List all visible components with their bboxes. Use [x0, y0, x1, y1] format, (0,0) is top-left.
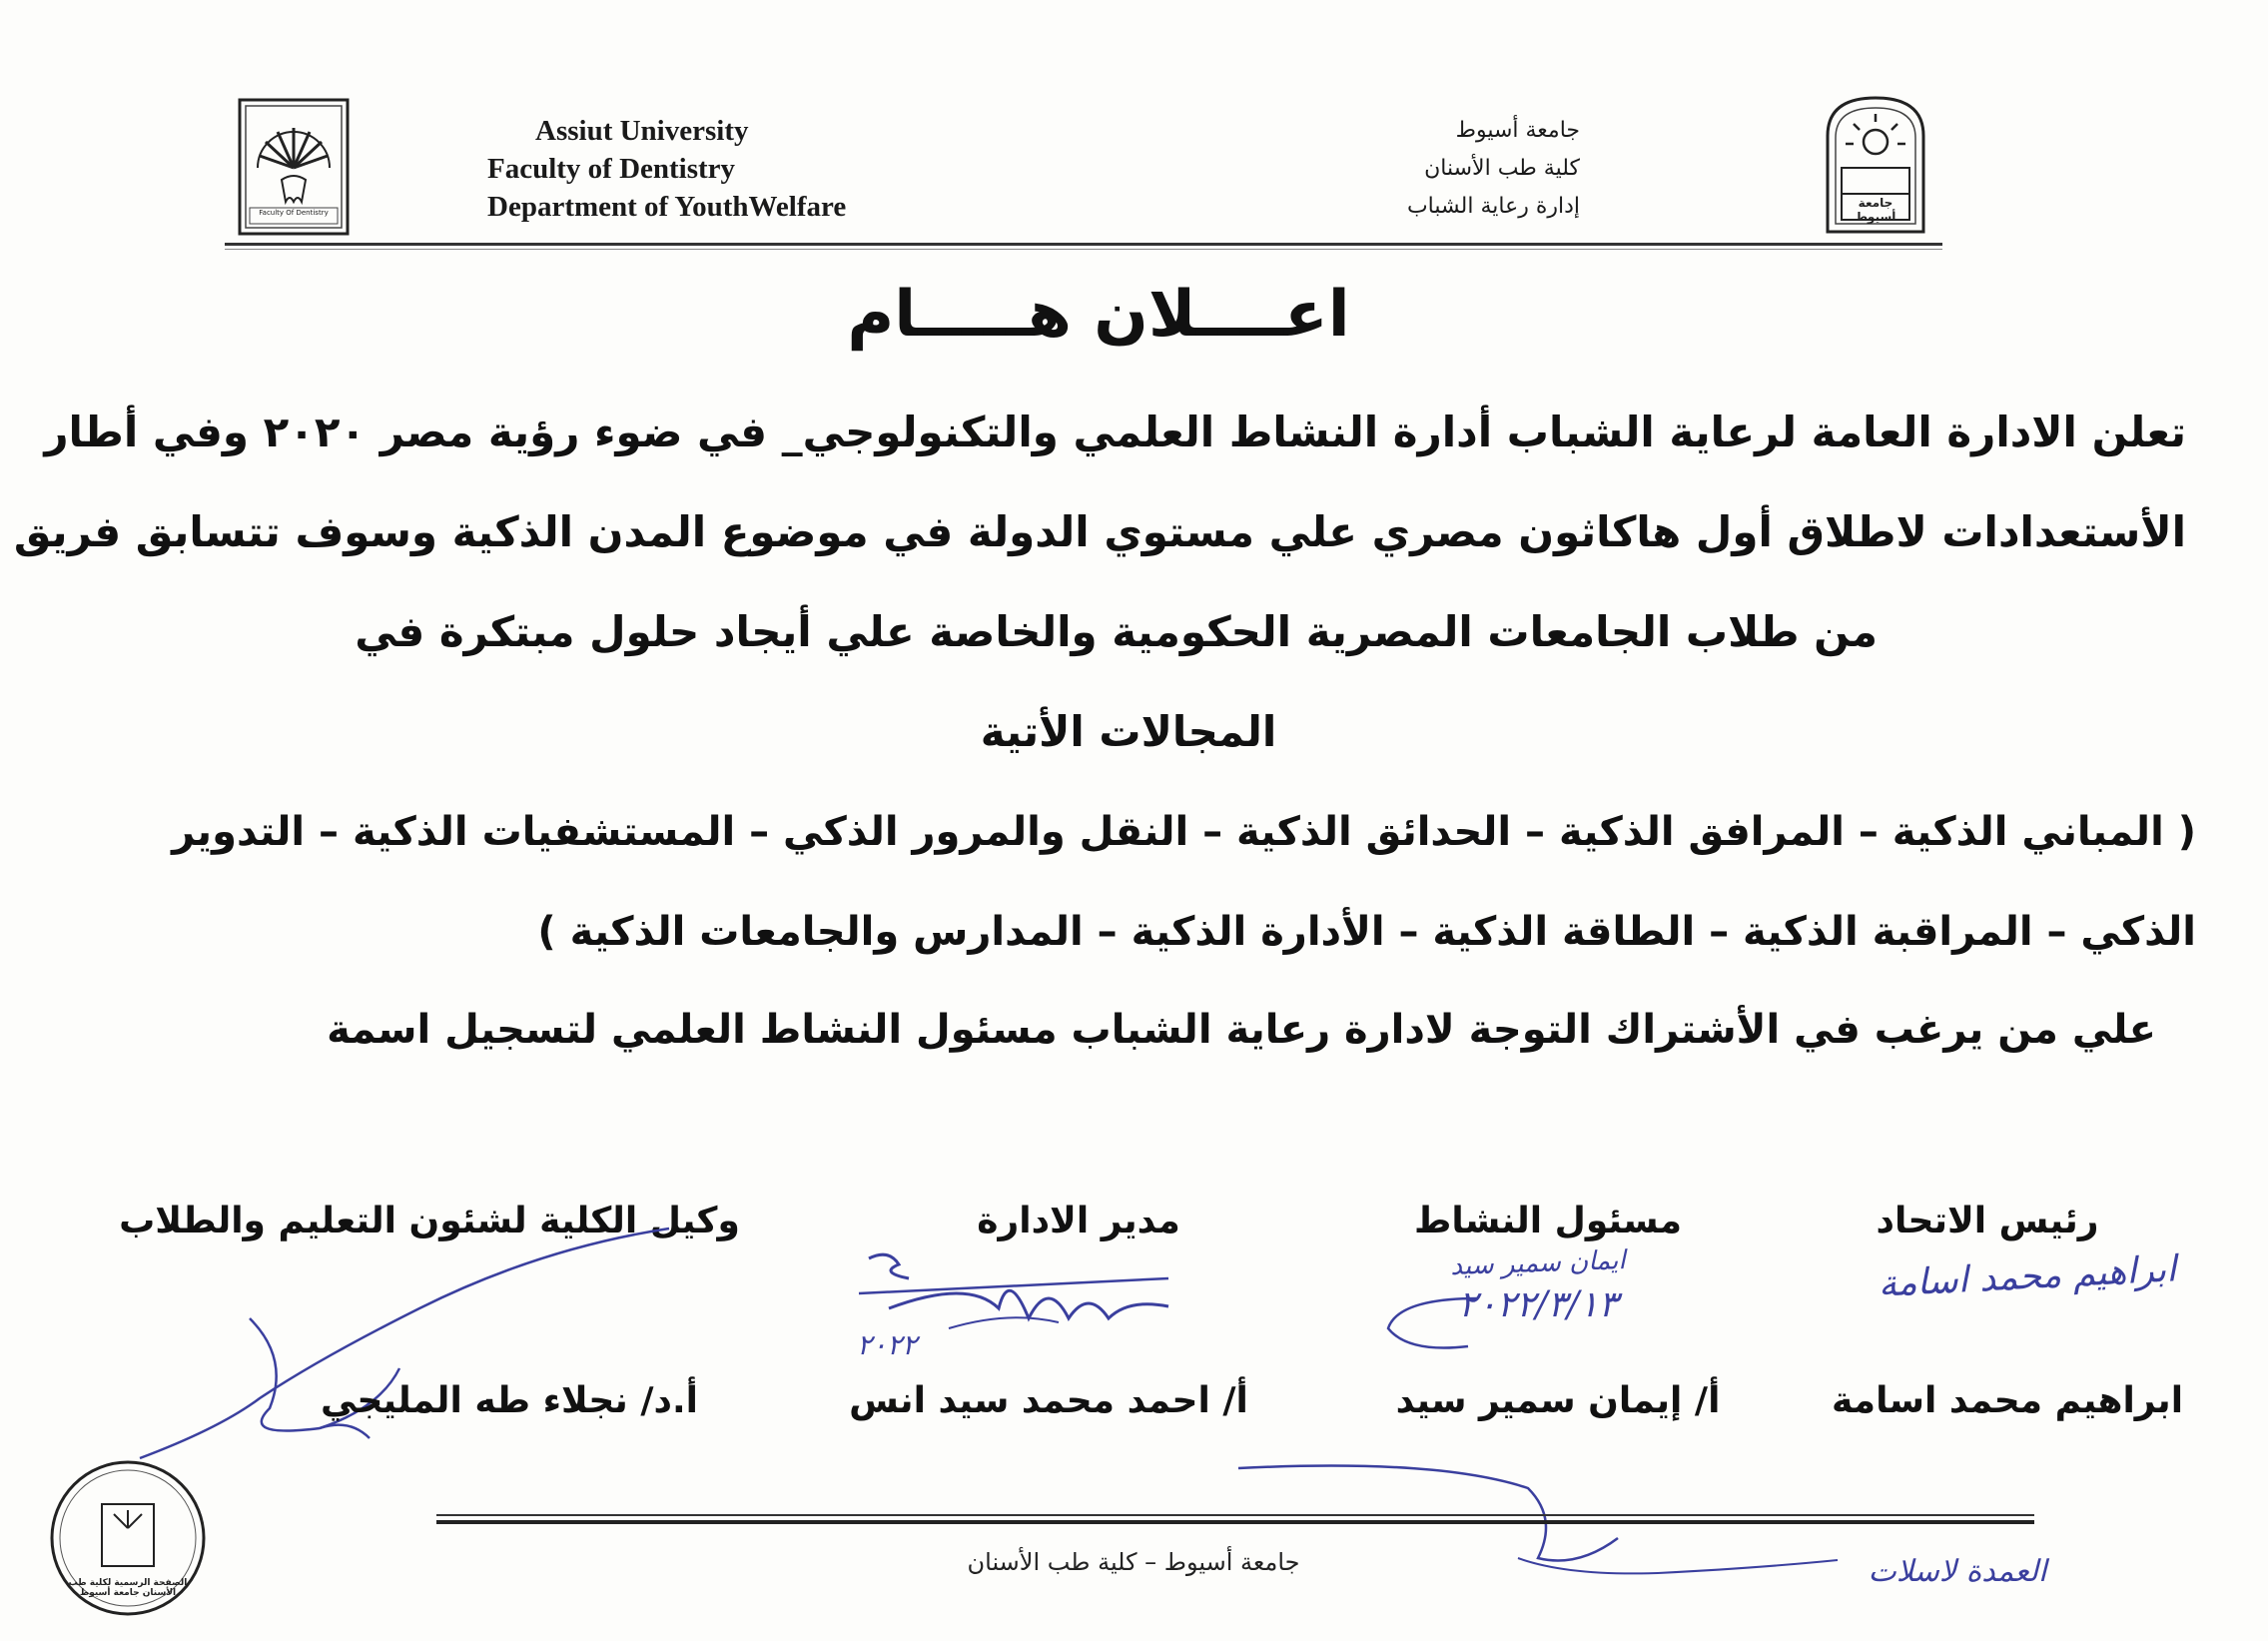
body-line-3: من طلاب الجامعات المصرية الحكومية والخاصة علي أيجاد حلول مبتكرة في: [355, 607, 1878, 656]
body-line-6: الذكي – المراقبة الذكية – الطاقة الذكية – الأدارة الذكية – المدارس والجامعات الذكية ): [537, 909, 2196, 955]
faculty-logo-caption: Faculty Of Dentistry: [259, 209, 329, 217]
header-ar-faculty: كلية طب الأسنان: [1424, 156, 1580, 181]
faculty-logo: [238, 98, 350, 236]
header-rule-thin: [225, 249, 1942, 250]
header-en-department: Department of YouthWelfare: [487, 191, 847, 223]
signature-vice-dean-scribble: [120, 1219, 679, 1478]
signature-title-union-president: رئيس الاتحاد: [1876, 1201, 2099, 1241]
signature-name-department-director: أ/ احمد محمد سيد انس: [849, 1380, 1248, 1421]
signature-union-president-handwriting: ابراهيم محمد اسامة: [1877, 1248, 2178, 1305]
signature-name-vice-dean: أ.د/ نجلاء طه المليجي: [321, 1380, 698, 1421]
signature-title-department-director: مدير الادارة: [977, 1201, 1180, 1241]
university-logo: [1822, 92, 1929, 238]
official-stamp-text: الصفحة الرسمية لكلية طب الأسنان جامعة أسيوط: [68, 1578, 188, 1598]
body-line-7: علي من يرغب في الأشتراك التوجة لادارة رعاية الشباب مسئول النشاط العلمي لتسجيل اسمة: [327, 1007, 2156, 1053]
footer-rule-top: [436, 1514, 2034, 1516]
header-en-university: Assiut University: [535, 115, 749, 147]
university-logo-caption: جامعة أسيوط: [1855, 196, 1896, 224]
signature-name-activity-officer: أ/ إيمان سمير سيد: [1395, 1380, 1721, 1421]
signature-activity-officer: [1358, 1244, 1718, 1358]
official-stamp: [48, 1458, 208, 1618]
header-ar-department: إدارة رعاية الشباب: [1406, 194, 1580, 219]
header-english: [487, 112, 937, 226]
footer-rule-bottom: [436, 1520, 2034, 1524]
signature-title-activity-officer: مسئول النشاط: [1413, 1201, 1683, 1241]
signature-activity-officer-handwriting: ايمان سمير سيد: [1449, 1244, 1627, 1282]
signature-activity-officer-scribble: [1358, 1268, 1718, 1358]
signature-department-director: [849, 1248, 1188, 1368]
header-arabic: [1318, 112, 1580, 226]
footer-text: جامعة أسيوط – كلية طب الأسنان: [967, 1548, 1300, 1576]
header-ar-university: جامعة أسيوط: [1455, 118, 1580, 143]
body-line-2: الأستعدادات لاطلاق أول هاكاثون مصري علي مستوي الدولة في موضوع المدن الذكية وسوف تتسابق فريق: [13, 507, 2186, 556]
signature-name-union-president: ابراهيم محمد اسامة: [1831, 1380, 2184, 1421]
announcement-title: اعــــلان هـــــام: [847, 278, 1350, 352]
header-en-faculty: Faculty of Dentistry: [487, 153, 736, 185]
signature-union-president: [1858, 1248, 2197, 1326]
header-rule: [225, 243, 1942, 246]
signature-title-vice-dean: وكيل الكلية لشئون التعليم والطلاب: [119, 1201, 740, 1241]
body-line-4: المجالات الأتية: [980, 707, 1277, 756]
signature-department-director-handwriting: ٢٠٢٢: [857, 1328, 918, 1361]
body-line-5: ( المباني الذكية – المرافق الذكية – الحدائق الذكية – النقل والمرور الذكي – المستشفيات الذكية – التدوير: [172, 809, 2196, 855]
body-line-1: تعلن الادارة العامة لرعاية الشباب أدارة النشاط العلمي والتكنولوجي_ في ضوء رؤية مصر ٢٠٢٠ وفي أطار: [44, 408, 2186, 456]
footer-handwriting: العمدة لاسلات: [1868, 1554, 2047, 1589]
signature-activity-officer-date: ٢٠٢٢/٣/١٣: [1458, 1284, 1618, 1325]
